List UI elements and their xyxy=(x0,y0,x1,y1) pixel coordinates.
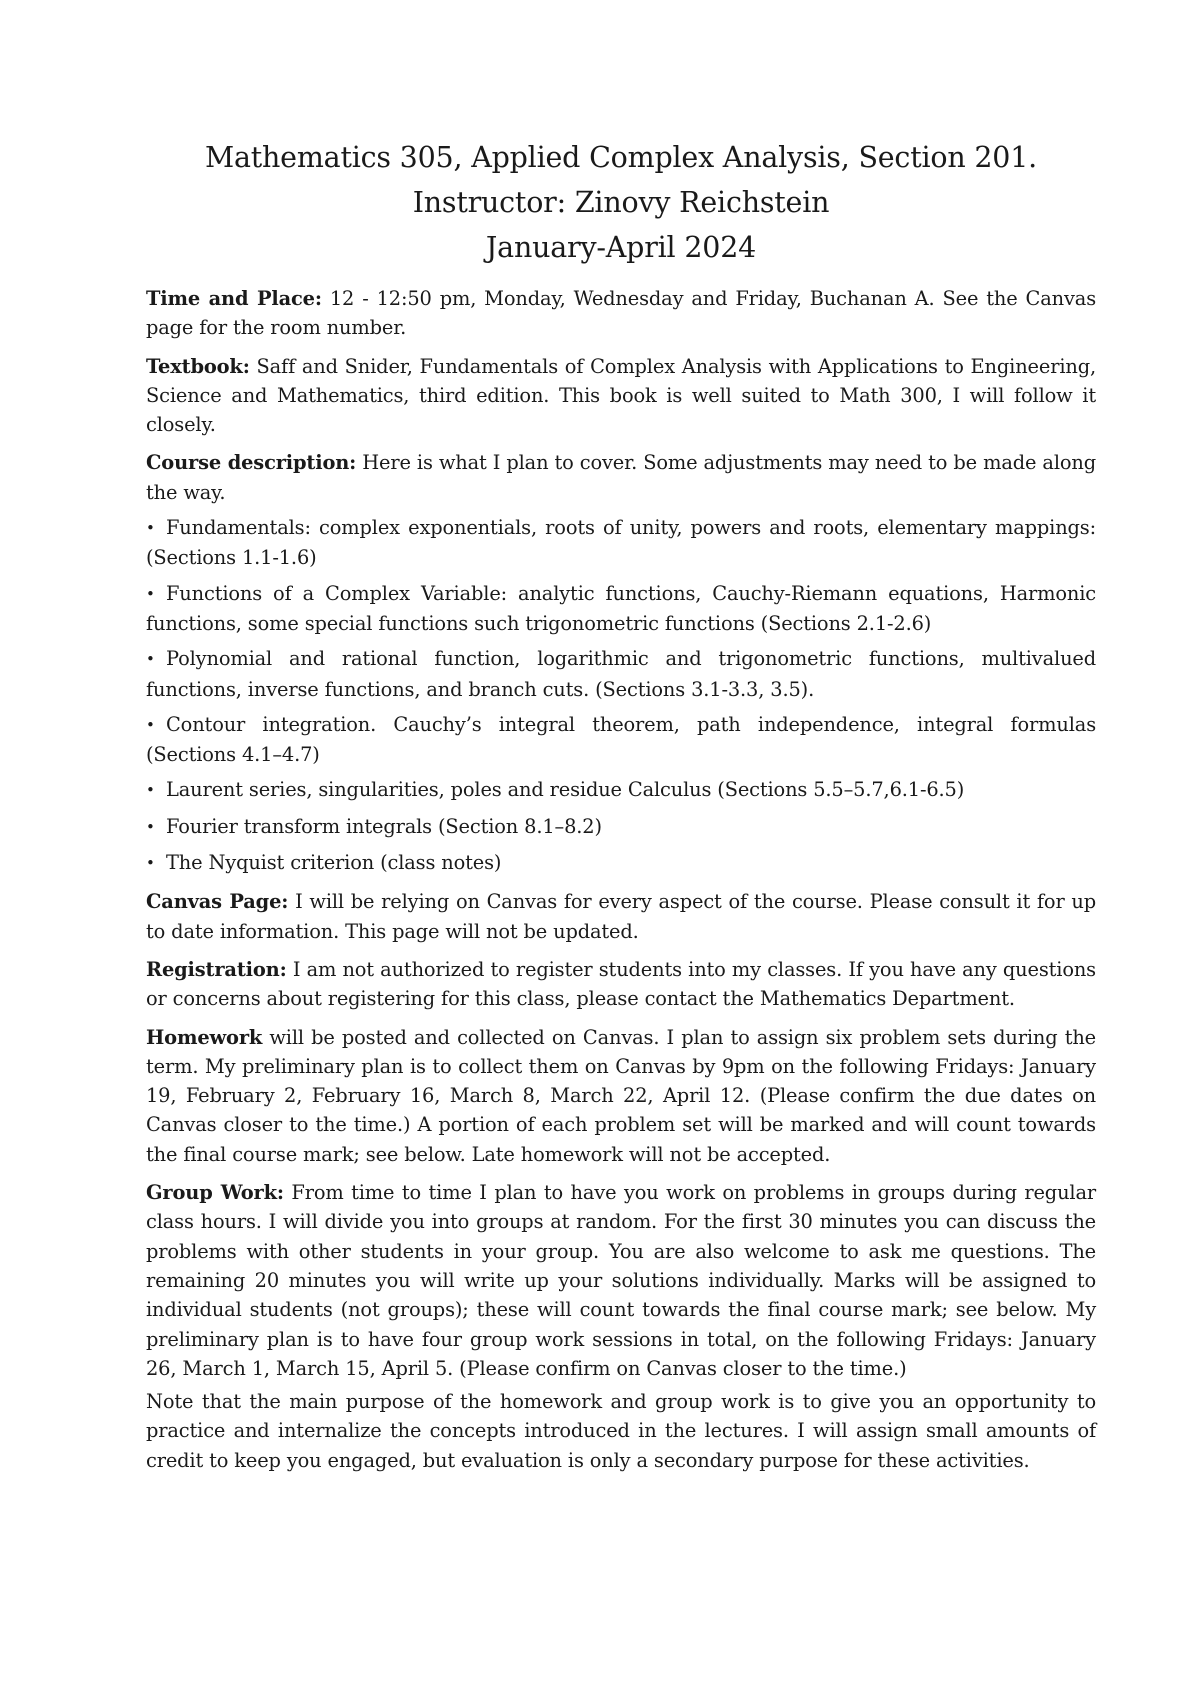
homework-text: will be posted and collected on Canvas. I plan to assign six problem sets during the term. My preliminary plan is to collect them on Canvas by 9pm on the following Fridays: January 19, February 2, February 16, March 8, March 22, April 12. (Please confirm the due dates on Canvas closer to the time.) A portion of each problem set will be marked and will count towards the final course mark; see below. Late homework will not be accepted. xyxy=(146,1025,1096,1166)
homework-label: Homework xyxy=(146,1025,263,1049)
group-work-section xyxy=(146,1178,1096,1383)
bullet-icon: • xyxy=(146,650,155,669)
homework-section xyxy=(146,1023,1096,1169)
term-line: January-April 2024 xyxy=(485,231,757,264)
registration-section xyxy=(146,955,1096,1014)
syllabus-page xyxy=(146,135,1096,1484)
note-section xyxy=(146,1387,1096,1475)
time-place-text: 12 - 12:50 pm, Monday, Wednesday and Friday, Buchanan A. See the Canvas page for the room number. xyxy=(146,287,1097,340)
time-place-section xyxy=(146,284,1096,343)
bullet-icon: • xyxy=(146,584,155,603)
bullet-icon: • xyxy=(146,781,155,800)
group-work-text: From time to time I plan to have you work on problems in groups during regular class hours. I will divide you into groups at random. For the first 30 minutes you can discuss the problems with other students in your group. You are also welcome to ask me questions. The remaining 20 minutes you will write up your solutions individually. Marks will be assigned to individual students (not groups); these will count towards the final course mark; see below. My preliminary plan is to have four group work sessions in total, on the following Fridays: January 26, March 1, March 15, April 5. (Please confirm on Canvas closer to the time.) xyxy=(146,1181,1096,1380)
canvas-page-label: Canvas Page: xyxy=(146,890,289,914)
textbook-label: Textbook: xyxy=(146,354,250,378)
textbook-text: Saff and Snider, Fundamentals of Complex Analysis with Applications to Engineering, Science and Mathematics, third edition. This book is well suited to Math 300, I will follow it closely. xyxy=(146,354,1096,437)
list-item: • Fundamentals: complex exponentials, roots of unity, powers and roots, elementary mappings: (Sections 1.1-1.6) xyxy=(146,516,1096,570)
list-item: • Functions of a Complex Variable: analytic functions, Cauchy-Riemann equations, Harmonic functions, some special functions such trigonometric functions (Sections 2.1-2.6) xyxy=(146,581,1096,635)
bullet-icon: • xyxy=(146,817,155,836)
list-item: • Laurent series, singularities, poles and residue Calculus (Sections 5.5–5.7,6.1-6.5) xyxy=(146,775,1096,805)
time-place-label: Time and Place: xyxy=(146,287,322,310)
canvas-page-section xyxy=(146,887,1096,946)
list-item: • Contour integration. Cauchy’s integral theorem, path independence, integral formulas (Sections 4.1–4.7) xyxy=(146,712,1096,767)
instructor-line: Instructor: Zinovy Reichstein xyxy=(412,186,830,219)
course-description-label: Course description: xyxy=(146,451,357,475)
list-item: • The Nyquist criterion (class notes) xyxy=(146,848,1096,878)
bullet-icon: • xyxy=(146,519,155,538)
note-text: Note that the main purpose of the homework and group work is to give you an opportunity to practice and internalize the concepts introduced in the lectures. I will assign small amounts of credit to keep you engaged, but evaluation is only a secondary purpose for these activities. xyxy=(146,1390,1096,1472)
registration-text: I am not authorized to register students into my classes. If you have any questions or concerns about registering for this class, please contact the Mathematics Department. xyxy=(146,957,1096,1011)
bullet-icon: • xyxy=(146,715,155,734)
canvas-page-text: I will be relying on Canvas for every aspect of the course. Please consult it for up to date information. This page will not be updated. xyxy=(146,890,1096,943)
bullet-icon: • xyxy=(146,854,155,873)
textbook-section xyxy=(146,352,1096,440)
course-description-text: Here is what I plan to cover. Some adjustments may need to be made along the way. xyxy=(146,451,1096,504)
topics-list xyxy=(146,513,1096,878)
course-description-section xyxy=(146,448,1096,507)
list-item: • Polynomial and rational function, logarithmic and trigonometric functions, multivalued functions, inverse functions, and branch cuts. (Sections 3.1-3.3, 3.5). xyxy=(146,647,1096,701)
list-item: • Fourier transform integrals (Section 8.1–8.2) xyxy=(146,812,1096,842)
group-work-label: Group Work: xyxy=(146,1181,284,1205)
course-title: Mathematics 305, Applied Complex Analysis, Section 201. xyxy=(205,141,1037,174)
registration-label: Registration: xyxy=(146,957,287,981)
document-title xyxy=(146,135,1096,270)
